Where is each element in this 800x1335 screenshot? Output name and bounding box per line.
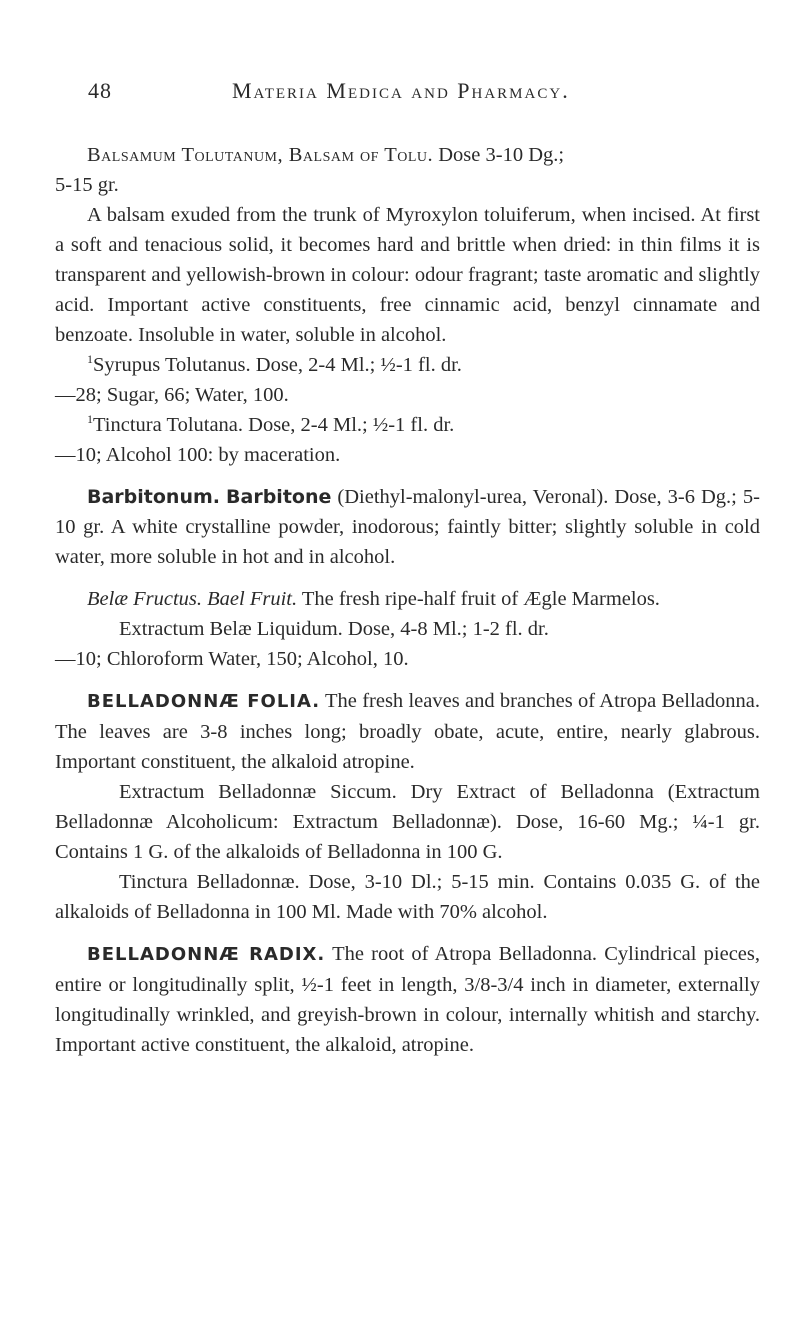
entry-belladonnae-radix	[55, 939, 760, 1060]
entry-dose-continued: 5-15 gr.	[55, 174, 119, 196]
entry-title: Belæ Fructus.	[87, 588, 203, 610]
page-body	[55, 140, 760, 1060]
entry-belae	[55, 584, 760, 614]
preparation-text: Syrupus Tolutanus. Dose, 2-4 Ml.; ½-1 fl. dr.	[93, 354, 462, 376]
preparation-formula: —10; Alcohol 100: by maceration.	[55, 444, 341, 466]
footnote-mark: 1	[87, 412, 93, 427]
entry-balsamum-heading	[55, 140, 760, 170]
entry-barbitonum	[55, 482, 760, 572]
preparation-text: Tinctura Tolutana. Dose, 2-4 Ml.; ½-1 fl. dr.	[93, 414, 455, 436]
preparation	[55, 350, 760, 380]
page-header	[88, 78, 688, 112]
entry-title-english: Barbitone	[226, 486, 332, 508]
preparation: Extractum Belladonnæ Siccum. Dry Extract of Belladonna (Extractum Belladonnæ Alcoholicum: Extractum Belladonnæ). Dose, 16-60 Mg.; ¼-1 gr. Contains 1 G. of the alkaloids of Belladonna in 100 G.	[55, 781, 760, 863]
entry-belladonnae-folia	[55, 686, 760, 777]
entry-title: Balsamum Tolutanum, Balsam of Tolu.	[87, 144, 434, 166]
preparation-formula: —10; Chloroform Water, 150; Alcohol, 10.	[55, 648, 409, 670]
entry-title-english: Bael Fruit.	[207, 588, 298, 610]
entry-description: The fresh leaves and branches of Atropa Belladonna. The leaves are 3-8 inches long; broadly obate, acute, entire, nearly glabrous. Important constituent, the alkaloid atropine.	[55, 690, 761, 773]
preparation-formula: —28; Sugar, 66; Water, 100.	[55, 384, 289, 406]
entry-description: The fresh ripe-half fruit of Ægle Marmelos.	[297, 588, 660, 610]
running-title: Materia Medica and Pharmacy.	[232, 78, 570, 103]
entry-title: Barbitonum.	[87, 486, 220, 508]
entry-description: (Diethyl-malonyl-urea, Veronal). Dose, 3-6 Dg.; 5-10 gr. A white crystalline powder, inodorous; faintly bitter; slightly soluble in cold water, more soluble in hot and in alcohol.	[55, 486, 760, 568]
preparation: Tinctura Belladonnæ. Dose, 3-10 Dl.; 5-15 min. Contains 0.035 G. of the alkaloids of Belladonna in 100 Ml. Made with 70% alcohol.	[55, 871, 760, 923]
footnote-mark: 1	[87, 352, 93, 367]
entry-dose: Dose 3-10 Dg.;	[433, 144, 565, 166]
entry-title: BELLADONNÆ FOLIA.	[87, 691, 321, 712]
preparation	[55, 410, 760, 440]
entry-title: BELLADONNÆ RADIX.	[87, 944, 326, 965]
preparation: Extractum Belæ Liquidum. Dose, 4-8 Ml.; 1-2 fl. dr.	[119, 618, 549, 640]
entry-description: A balsam exuded from the trunk of Myroxylon toluiferum, when incised. At first a soft and tenacious solid, it becomes hard and brittle when dried: in thin films it is transparent and yellowish-brown in colour: odour fragrant; taste aromatic and slightly acid. Important active constituents, free cinnamic acid, benzyl cinnamate and benzoate. Insoluble in water, soluble in alcohol.	[55, 204, 760, 346]
page-number: 48	[88, 78, 112, 103]
entry-description: The root of Atropa Belladonna. Cylindrical pieces, entire or longitudinally split, ½-1 feet in length, 3/8-3/4 inch in diameter, externally longitudinally wrinkled, and greyish-brown in colour, internally whitish and starchy. Important active constituent, the alkaloid, atropine.	[55, 943, 760, 1056]
